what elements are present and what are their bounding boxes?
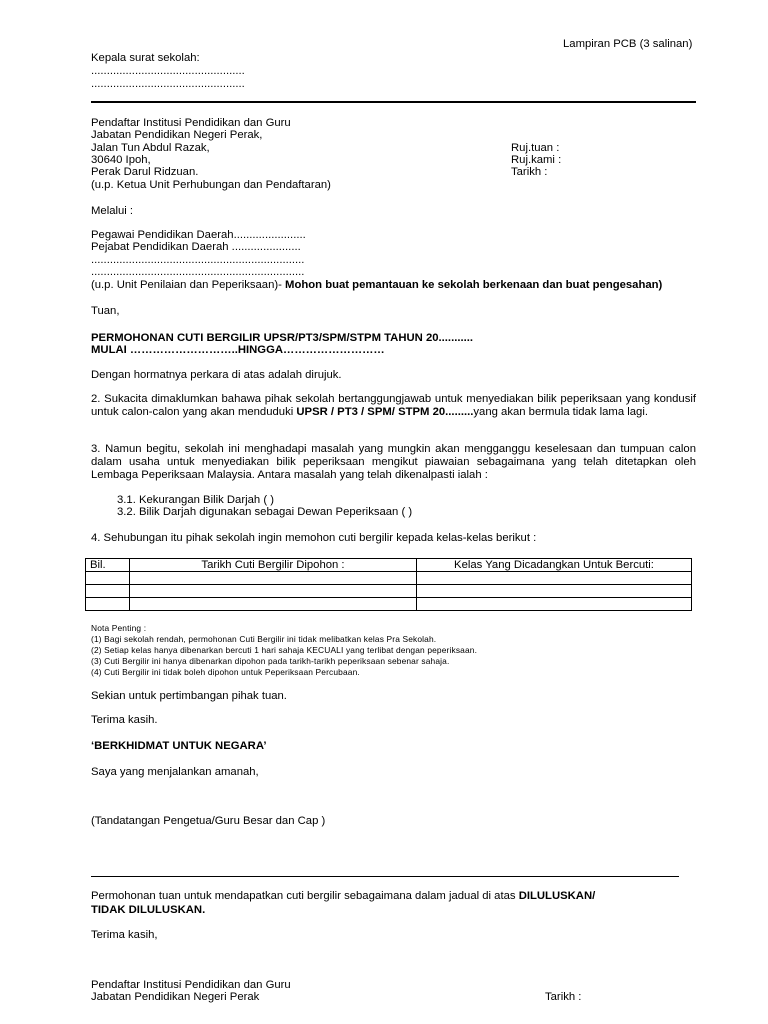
letterhead-dots: ................................................. bbox=[91, 65, 245, 77]
table-header-class: Kelas Yang Dicadangkan Untuk Bercuti: bbox=[417, 559, 692, 572]
table-header-row bbox=[86, 559, 692, 572]
table-cell[interactable] bbox=[86, 598, 130, 611]
subject-line: PERMOHONAN CUTI BERGILIR UPSR/PT3/SPM/STPM TAHUN 20........... bbox=[91, 332, 474, 344]
via-line: Pegawai Pendidikan Daerah....................... bbox=[91, 229, 306, 241]
header-divider bbox=[91, 101, 696, 103]
note-item: (2) Setiap kelas hanya dibenarkan bercuti 1 hari sahaja KECUALI yang terlibat dengan peperiksaan. bbox=[91, 645, 478, 655]
table-cell[interactable] bbox=[130, 585, 417, 598]
attachment-label: Lampiran PCB (3 salinan) bbox=[563, 38, 693, 50]
approval-approved: DILULUSKAN/ bbox=[518, 890, 596, 902]
recipient-line: Pendaftar Institusi Pendidikan dan Guru bbox=[91, 117, 291, 129]
table-row bbox=[86, 585, 692, 598]
ref-tarikh: Tarikh : bbox=[511, 166, 548, 178]
closing-thanks: Terima kasih. bbox=[91, 714, 158, 726]
problem-item: 3.1. Kekurangan Bilik Darjah ( ) bbox=[117, 494, 274, 506]
recipient-line: Jabatan Pendidikan Negeri Perak, bbox=[91, 129, 263, 141]
approval-rejected: TIDAK DILULUSKAN. bbox=[91, 904, 206, 916]
recipient-line: 30640 Ipoh, bbox=[91, 154, 151, 166]
paragraph-2-exams: UPSR / PT3 / SPM/ STPM 20......... bbox=[296, 406, 474, 418]
table-cell[interactable] bbox=[417, 585, 692, 598]
approval-text bbox=[91, 890, 595, 903]
table-row bbox=[86, 572, 692, 585]
via-dots: .................................................................... bbox=[91, 266, 305, 278]
closing-trust: Saya yang menjalankan amanah, bbox=[91, 766, 259, 778]
approval-statement: Permohonan tuan untuk mendapatkan cuti bergilir sebagaimana dalam jadual di atas bbox=[91, 890, 516, 902]
table-cell[interactable] bbox=[86, 572, 130, 585]
approval-signatory: Jabatan Pendidikan Negeri Perak bbox=[91, 991, 260, 1003]
note-item: (1) Bagi sekolah rendah, permohonan Cuti Bergilir ini tidak melibatkan kelas Pra Sekolah. bbox=[91, 634, 437, 644]
paragraph-4: 4. Sehubungan itu pihak sekolah ingin memohon cuti bergilir kepada kelas-kelas berikut : bbox=[91, 532, 537, 544]
paragraph-2-end: yang akan bermula tidak lama lagi. bbox=[473, 406, 648, 418]
recipient-line: Jalan Tun Abdul Razak, bbox=[91, 142, 210, 154]
approval-signatory: Pendaftar Institusi Pendidikan dan Guru bbox=[91, 979, 291, 991]
motto: ‘BERKHIDMAT UNTUK NEGARA’ bbox=[91, 740, 267, 752]
approval-date: Tarikh : bbox=[545, 991, 582, 1003]
classes-table bbox=[85, 558, 692, 611]
via-dots: .................................................................... bbox=[91, 254, 305, 266]
note-item: (3) Cuti Bergilir ini hanya dibenarkan dipohon pada tarikh-tarikh peperiksaan sebenar sahaja. bbox=[91, 656, 450, 666]
subject-line: MULAI ………………………..HINGGA……………………… bbox=[91, 344, 385, 356]
ref-ruj-tuan: Ruj.tuan : bbox=[511, 142, 560, 154]
letterhead-label: Kepala surat sekolah: bbox=[91, 52, 200, 64]
salutation: Tuan, bbox=[91, 305, 120, 317]
paragraph-1: Dengan hormatnya perkara di atas adalah dirujuk. bbox=[91, 369, 342, 381]
notes-title: Nota Penting : bbox=[91, 623, 147, 633]
signature-line: (Tandatangan Pengetua/Guru Besar dan Cap ) bbox=[91, 815, 326, 827]
table-row bbox=[86, 598, 692, 611]
approval-thanks: Terima kasih, bbox=[91, 929, 158, 941]
recipient-line: Perak Darul Ridzuan. bbox=[91, 166, 199, 178]
via-note-prefix: (u.p. Unit Penilaian dan Peperiksaan)- bbox=[91, 279, 282, 291]
recipient-line: (u.p. Ketua Unit Perhubungan dan Pendaftaran) bbox=[91, 179, 331, 191]
via-line: Pejabat Pendidikan Daerah ...................... bbox=[91, 241, 301, 253]
via-note-request: Mohon buat pemantauan ke sekolah berkenaan dan buat pengesahan) bbox=[285, 279, 663, 291]
paragraph-2 bbox=[91, 393, 696, 419]
table-cell[interactable] bbox=[130, 598, 417, 611]
via-note bbox=[91, 279, 662, 292]
paragraph-3: 3. Namun begitu, sekolah ini menghadapi masalah yang mungkin akan mengganggu keselesaan dan tumpuan calon dalam usaha untuk menyediakan bilik peperiksaan mengikut piawaian sebagaimana yang telah ditetapkan oleh Lembaga Peperiksaan Malaysia. Antara masalah yang telah dikenalpasti ialah : bbox=[91, 443, 696, 481]
table-cell[interactable] bbox=[130, 572, 417, 585]
closing-consideration: Sekian untuk pertimbangan pihak tuan. bbox=[91, 690, 287, 702]
ref-ruj-kami: Ruj.kami : bbox=[511, 154, 562, 166]
table-cell[interactable] bbox=[86, 585, 130, 598]
problem-item: 3.2. Bilik Darjah digunakan sebagai Dewan Peperiksaan ( ) bbox=[117, 506, 413, 518]
via-label: Melalui : bbox=[91, 205, 134, 217]
letterhead-dots: ................................................. bbox=[91, 78, 245, 90]
paragraph-2-text: 2. Sukacita dimaklumkan bahawa pihak sekolah bertanggungjawab untuk menyediakan bilik peperiksaan yang kondusif untuk calon-calon yang akan menduduki bbox=[91, 393, 696, 418]
table-cell[interactable] bbox=[417, 572, 692, 585]
approval-divider bbox=[91, 876, 679, 877]
table-header-bil: Bil. bbox=[86, 559, 130, 572]
table-cell[interactable] bbox=[417, 598, 692, 611]
note-item: (4) Cuti Bergilir ini tidak boleh dipohon untuk Peperiksaan Percubaan. bbox=[91, 667, 360, 677]
table-header-date: Tarikh Cuti Bergilir Dipohon : bbox=[130, 559, 417, 572]
